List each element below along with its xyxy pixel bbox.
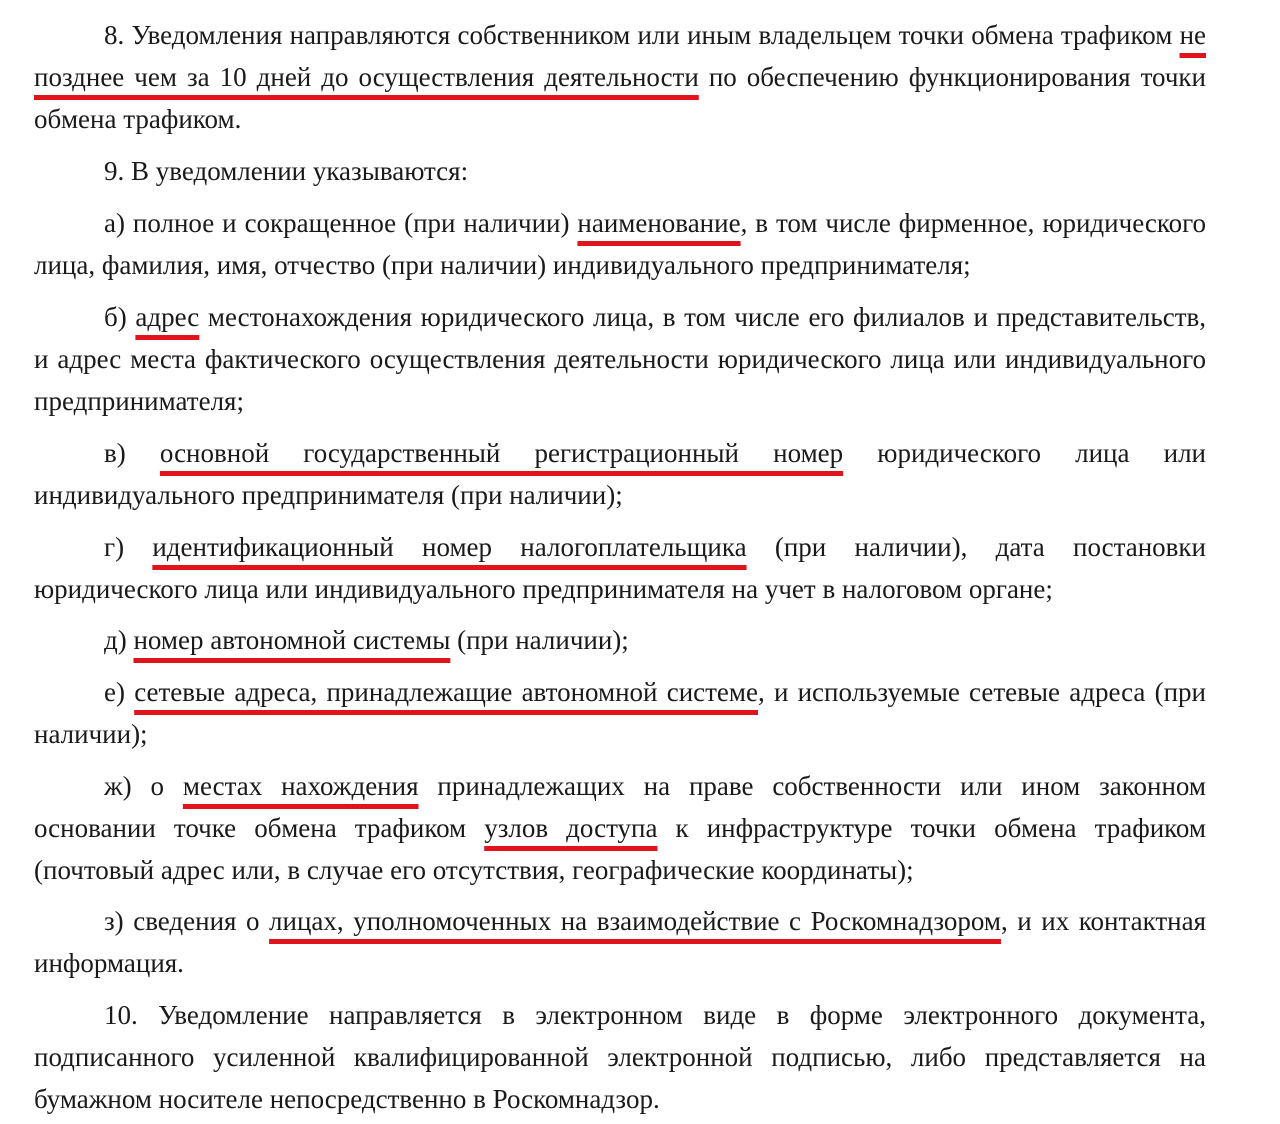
highlighted-phrase: наименование [577,208,741,238]
text-run: к инфраструктуре точки обмена трафиком (почтовый адрес или, в случае его отсутствия, географические координаты); [34,813,1206,885]
text-run: з) сведения о [104,906,270,936]
paragraph-9-b [34,296,1206,422]
text-run: , и их контактная информация. [34,906,1206,978]
highlighted-phrase: сетевые адреса, принадлежащие автономной системе [134,677,758,707]
highlighted-phrase: идентификационный номер налогоплательщика [152,532,747,562]
text-run: г) [104,532,153,562]
paragraph-9-e [34,671,1206,755]
text-run: , и используемые сетевые адреса (при наличии); [34,677,1206,749]
text-run: 8. Уведомления направляются собственником или иным владельцем точки обмена трафиком [104,20,1180,50]
text-run: 10. Уведомление направляется в электронном виде в форме электронного документа, подписанного усиленной квалифицированной электронной подписью, либо представляется на бумажном носителе непосредственно в Роскомнадзор. [34,1000,1206,1114]
highlighted-phrase: узлов доступа [484,813,658,843]
text-run: в) [104,438,160,468]
text-run: (при наличии), дата постановки юридического лица или индивидуального предпринимателя на учет в налоговом органе; [34,532,1206,604]
text-run: , в том числе фирменное, юридического лица, фамилия, имя, отчество (при наличии) индивидуального предпринимателя; [34,208,1206,280]
text-run: местонахождения юридического лица, в том числе его филиалов и представительств, и адрес места фактического осуществления деятельности юридического лица или индивидуального предпринимателя; [34,302,1207,416]
paragraph-9-v [34,432,1206,516]
text-run: принадлежащих на праве собственности или ином законном основании точке обмена трафиком [34,771,1206,843]
highlighted-phrase: не позднее чем за 10 дней до осуществления деятельности [34,20,1206,92]
paragraph-9 [34,150,1206,192]
highlighted-phrase: местах нахождения [182,771,419,801]
text-run: юридического лица или индивидуального предпринимателя (при наличии); [34,438,1206,510]
paragraph-10 [34,994,1206,1120]
highlighted-phrase: лицах, уполномоченных на взаимодействие с Роскомнадзором [269,906,1001,936]
text-run: е) [104,677,135,707]
text-run: а) полное и сокращенное (при наличии) [104,208,578,238]
paragraph-9-a [34,202,1206,286]
paragraph-9-d [34,619,1206,661]
highlighted-phrase: адрес [135,302,200,332]
text-run: по обеспечению функционирования точки обмена трафиком. [34,62,1207,134]
paragraph-9-zh [34,765,1206,891]
text-run: б) [104,302,136,332]
paragraph-8 [34,14,1206,140]
paragraph-9-g [34,526,1206,610]
paragraph-9-z [34,900,1206,984]
text-run: д) [104,625,134,655]
text-run: 9. В уведомлении указываются: [104,156,469,186]
text-run: (при наличии); [450,625,629,655]
highlighted-phrase: основной государственный регистрационный номер [159,438,844,468]
text-run: ж) о [104,771,183,801]
highlighted-phrase: номер автономной системы [133,625,451,655]
